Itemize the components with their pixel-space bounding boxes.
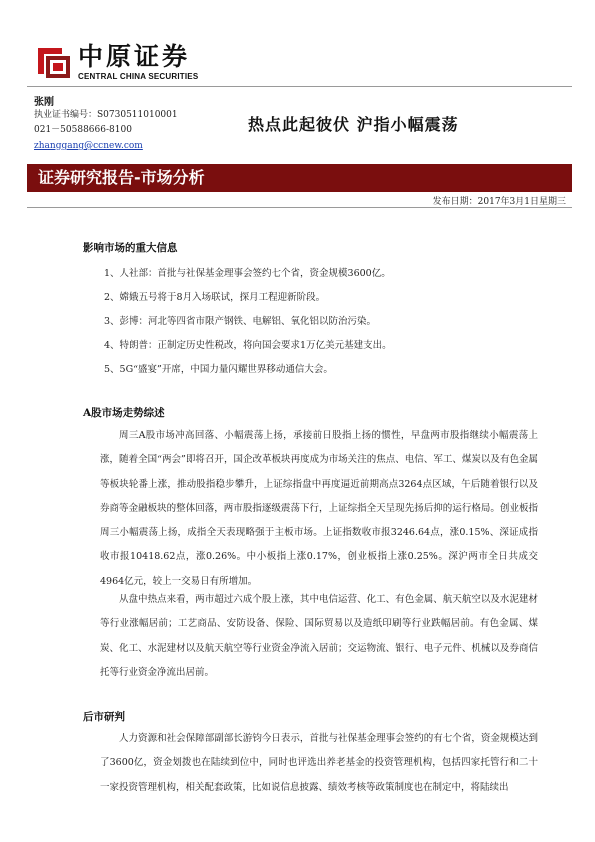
market-hotspots-paragraph: 从盘中热点来看，两市超过六成个股上涨，其中电信运营、化工、有色金属、航天航空以及水泥建材等行业涨幅居前；工艺商品、安防设备、保险、国际贸易以及造纸印刷等行业跌幅居前。有色金属、煤炭、化工、水泥建材以及航天航空等行业资金净流入居前；交运物流、银行、电子元件、机械以及券商信托等行业资金净流出居前。 — [100, 594, 538, 678]
company-logo-mark — [36, 44, 72, 80]
news-item: 5、5G“盛宴”开席，中国力量闪耀世界移动通信大会。 — [104, 364, 333, 375]
analyst-email[interactable] — [34, 140, 143, 152]
company-logo-chinese: 中原证券 — [78, 42, 191, 71]
analyst-name: 张刚 — [34, 97, 54, 108]
news-item: 2、嫦娥五号将于8月入场联试，探月工程迎新阶段。 — [104, 292, 326, 303]
analyst-phone: 021－50588666-8100 — [34, 125, 132, 135]
report-title: 热点此起彼伏 沪指小幅震荡 — [248, 115, 459, 134]
news-item: 4、特朗普：正制定历史性税改，将向国会要求1万亿美元基建支出。 — [104, 340, 392, 351]
report-type-label: 证券研究报告-市场分析 — [38, 168, 205, 187]
market-review-paragraph: 周三A股市场冲高回落、小幅震荡上扬，承接前日股指上扬的惯性，早盘两市股指继续小幅震荡上涨，随着全国“两会”即将召开，国企改革板块再度成为市场关注的焦点、电信、军工、煤炭以及有色金属等板块轮番上涨，推动股指稳步攀升，上证综指盘中再度逼近前期高点3264点区域，午后随着银行以及券商等金融板块的整体回落，两市股指逐级震荡下行，上证综指全天呈现先扬后抑的运行格局。创业板指周三小幅震荡上扬，成指全天表现略强于主板市场。上证指数收市报3246.64点，涨0.15%、深证成指收市报10418.62点，涨0.26%。中小板指上涨0.17%，创业板指上涨0.25%。深沪两市全日共成交4964亿元，较上一交易日有所增加。 — [100, 430, 538, 587]
header-divider — [27, 86, 572, 87]
news-item: 1、人社部：首批与社保基金理事会签约七个省，资金规模3600亿。 — [104, 268, 391, 279]
analyst-email-link[interactable]: zhanggang@ccnew.com — [34, 141, 143, 151]
publish-date: 发布日期：2017年3月1日星期三 — [432, 197, 566, 207]
section-heading-outlook: 后市研判 — [83, 711, 125, 723]
news-item: 3、彭博：河北等四省市限产钢铁、电解铝、氧化铝以防治污染。 — [104, 316, 377, 327]
date-divider — [27, 207, 572, 208]
analyst-certificate: 执业证书编号：S0730511010001 — [34, 110, 178, 120]
section-heading-major-news: 影响市场的重大信息 — [83, 242, 178, 254]
outlook-paragraph: 人力资源和社会保障部副部长游钧今日表示，首批与社保基金理事会签约的有七个省，资金规模达到了3600亿，资金划拨也在陆续到位中，同时也评选出养老基金的投资管理机构，包括四家托管行和二十一家投资管理机构，相关配套政策，比如说信息披露、绩效考核等政策制度也在制定中，将陆续出 — [100, 733, 538, 793]
section-heading-market-review: A股市场走势综述 — [83, 407, 165, 419]
company-logo-english: CENTRAL CHINA SECURITIES — [78, 72, 199, 81]
